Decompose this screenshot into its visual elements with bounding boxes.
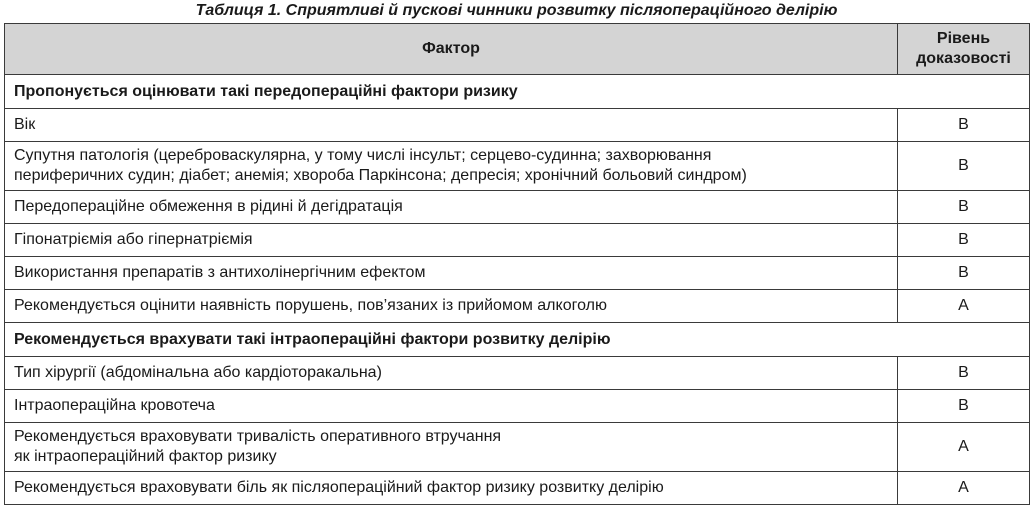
evidence-table — [4, 23, 1030, 505]
evidence-level-cell: B — [898, 109, 1030, 142]
table-row — [5, 390, 1030, 423]
factor-text-line: Гіпонатріємія або гіпернатріємія — [14, 231, 253, 248]
factor-cell — [5, 472, 898, 505]
factor-cell — [5, 423, 898, 472]
header-factor: Фактор — [5, 24, 898, 75]
factor-text-line: Рекомендується враховувати тривалість оперативного втручання — [14, 428, 502, 445]
factor-text-line: периферичних судин; діабет; анемія; хвороба Паркінсона; депресія; хронічний больовий синдром) — [14, 167, 747, 184]
header-evidence-level — [898, 24, 1030, 75]
section-title: Рекомендується врахувати такі інтраопераційні фактори розвитку делірію — [5, 323, 1030, 357]
factor-cell — [5, 357, 898, 390]
section-row — [5, 323, 1030, 357]
evidence-level-cell: B — [898, 142, 1030, 191]
factor-text-line: як інтраопераційний фактор ризику — [14, 448, 277, 465]
evidence-level-cell: B — [898, 191, 1030, 224]
section-row — [5, 75, 1030, 109]
table-row — [5, 109, 1030, 142]
factor-text-line: Використання препаратів з антихолінергічним ефектом — [14, 264, 426, 281]
factor-text-line: Вік — [14, 116, 36, 133]
table-header-row — [5, 24, 1030, 75]
factor-cell — [5, 224, 898, 257]
factor-cell — [5, 390, 898, 423]
table-row — [5, 472, 1030, 505]
factor-cell — [5, 290, 898, 323]
table-row — [5, 224, 1030, 257]
section-title: Пропонується оцінювати такі передопераційні фактори ризику — [5, 75, 1030, 109]
evidence-level-cell: B — [898, 390, 1030, 423]
evidence-level-cell: A — [898, 472, 1030, 505]
factor-cell — [5, 257, 898, 290]
factor-cell — [5, 191, 898, 224]
factor-cell — [5, 109, 898, 142]
table-row — [5, 257, 1030, 290]
header-level-line2: доказовості — [916, 50, 1011, 67]
evidence-level-cell: B — [898, 357, 1030, 390]
evidence-level-cell: B — [898, 224, 1030, 257]
factor-text-line: Рекомендується оцінити наявність порушень, пов’язаних із прийомом алкоголю — [14, 297, 607, 314]
evidence-level-cell: B — [898, 257, 1030, 290]
header-level-line1: Рівень — [936, 30, 991, 47]
factor-text-line: Передопераційне обмеження в рідині й дегідратація — [14, 198, 403, 215]
table-row — [5, 290, 1030, 323]
table-row — [5, 357, 1030, 390]
factor-text-line: Інтраопераційна кровотеча — [14, 397, 215, 414]
factor-cell — [5, 142, 898, 191]
table-caption: Таблиця 1. Сприятливі й пускові чинники розвитку післяопераційного делірію — [195, 2, 838, 19]
factor-text-line: Супутня патологія (цереброваскулярна, у тому числі інсульт; серцево-судинна; захворювання — [14, 147, 712, 164]
table-row — [5, 142, 1030, 191]
factor-text-line: Тип хірургії (абдомінальна або кардіоторакальна) — [14, 364, 382, 381]
evidence-level-cell: A — [898, 290, 1030, 323]
table-row — [5, 423, 1030, 472]
factor-text-line: Рекомендується враховувати біль як післяопераційний фактор ризику розвитку делірію — [14, 479, 664, 496]
evidence-level-cell: A — [898, 423, 1030, 472]
table-row — [5, 191, 1030, 224]
